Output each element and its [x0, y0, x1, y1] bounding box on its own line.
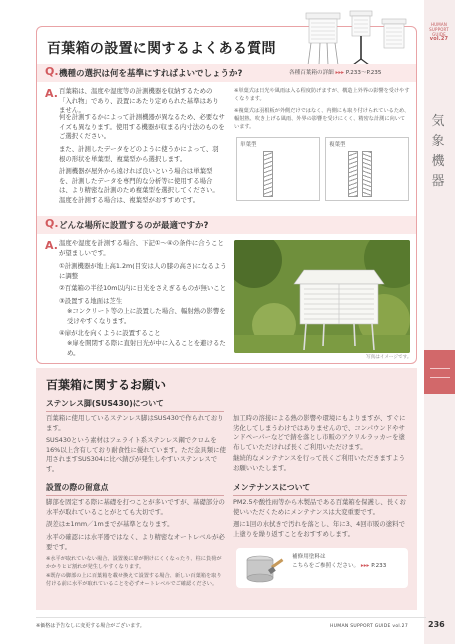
category-rail	[424, 0, 455, 644]
details-link-ref: P.233〜P.235	[345, 70, 382, 76]
paint-line-2-text: こちらをご参照ください。	[292, 563, 360, 569]
guide-name: HUMAN SUPPORT GUIDE vol.27	[330, 624, 409, 629]
stainless-heading: ステンレス脚(SUS430)について	[46, 398, 224, 412]
price-note: ※価格は予告なしに変更する場合がございます。	[36, 623, 145, 629]
answer-paragraph: 計測機器が屋外から遠ければ良いという場合は単葉型を、計測したデータを専門的な分析等に使用する場合は、より精密な計測のため複葉型を選択してください。温度を計測する場合は、複葉型がおすすめです。	[59, 167, 219, 204]
details-link[interactable]	[289, 68, 381, 76]
brand-vol: vol.27	[429, 36, 449, 42]
condition-note: ※扉を開閉する際に直射日光が中に入ることを避けるため。	[67, 339, 226, 357]
stainless-paragraph-right: 加工時の溶接による熱の影響や環境にもよりますが、すぐに劣化してしまうわけではありませんので、コンパウンドやサンドペーパーなどで錆を落とし市販のアクリルラッカーを塗布していただければ長くご利用いただけます。	[233, 414, 406, 451]
note: ※単葉式は日光や風雨は入る程度防げますが、構造上外界の影響を受けやすくなります。	[234, 88, 410, 102]
answer-mark: A.	[45, 87, 58, 100]
louver-icon	[348, 151, 358, 197]
louver-icon	[362, 151, 372, 197]
install-note: ※既存の脚部の上に百葉箱を載せ換えて設置する場合、新しい百葉箱を取り付ける前に水平が取れていることを必ずオートレベルでご確認ください。	[46, 573, 222, 587]
condition-item: ①計測機器が地上高1.2m(目安は人の膝の高さ)になるように調整	[59, 262, 227, 280]
shelter-photo	[234, 240, 410, 353]
photo-caption: 写真はイメージです。	[366, 355, 412, 360]
footer-rule	[36, 617, 426, 618]
double-louver-diagram	[325, 137, 409, 201]
install-note: ※水平が取れていない場合、設置後に扉が開けにくくなったり、柱に負荷がかかりヒビ割れが発生しやすくなります。	[46, 556, 222, 570]
louver-icon	[263, 151, 273, 197]
weather-shelter-image	[300, 7, 410, 67]
install-paragraph: 誤差は±1mm／1mまでが基準となります。	[46, 520, 174, 528]
paint-reference-box[interactable]	[236, 548, 408, 588]
condition-item: ③設置する地面は芝生	[59, 297, 123, 305]
install-heading: 設置の際の留意点	[46, 482, 224, 496]
answer-paragraph: 何を計測するかによって計測機器が異なるため、必要なサイズも異なります。使用する機器が収まる内寸法のものをご選択ください。	[59, 113, 225, 141]
category-char: 象	[431, 134, 445, 149]
paint-line-1: 補修用塗料は	[292, 554, 326, 560]
answer-paragraph: また、計測したデータをどのように使うかによって、羽根の形状を単葉型、複葉型から選択します。	[59, 145, 219, 163]
maintenance-paragraph: PM2.5や酸性雨等から木製品である百葉箱を保護し、長くお使いいただくためにメンテナンスは大変重要です。	[233, 498, 406, 516]
condition-item: ④扉が北を向くように設置すること	[59, 329, 161, 337]
answer-mark: A.	[45, 239, 58, 252]
question-mark: Q.	[45, 65, 59, 78]
faq-card	[36, 26, 417, 364]
note: ※複葉式は羽根板が外側だけではなく、内側にも取り付けられているため、輻射熱、吹き上げる風雨、外界の影響を受けにくく、精密な計測に向いています。	[234, 108, 410, 130]
paint-line-2	[292, 562, 386, 571]
faq-title: 百葉箱の設置に関するよくある質問	[47, 41, 276, 57]
paint-can-icon	[242, 552, 286, 584]
maintenance-paragraph: 週に1回の水拭きで汚れを落とし、年に3、4回市販の塗料で上塗りを繰り返すことをおすすめします。	[233, 520, 405, 538]
details-link-label: 各種百葉箱の詳細	[289, 70, 334, 76]
brand-mark	[425, 22, 453, 42]
stainless-paragraph: 百葉箱に使用しているステンレス脚はSUS430で作られております。	[46, 414, 224, 432]
brand-line-3: GUIDE	[432, 32, 446, 37]
single-louver-diagram	[236, 137, 320, 201]
install-paragraph: 水平の確認には水平器ではなく、より精密なオートレベルが必要です。	[46, 533, 225, 551]
question-mark: Q.	[45, 217, 59, 230]
request-title: 百葉箱に関するお願い	[46, 378, 167, 392]
brand-line-2: SUPPORT	[429, 27, 449, 32]
category-title	[429, 112, 447, 192]
answer-paragraph: 百葉箱は、温度や湿度等の計測機器を収納するための「入れ物」であり、設置にあたり定められた基準はありません。	[59, 87, 219, 115]
brand-line-1: HUMAN	[430, 22, 448, 27]
arrow-icon: ▸▸▸	[360, 563, 372, 569]
question-text: どんな場所に設置するのが最適ですか?	[59, 221, 209, 231]
paint-reference-text	[292, 553, 386, 571]
arrow-icon: ▸▸▸	[335, 70, 346, 76]
stainless-paragraph: SUS430という素材はフェライト系ステンレス鋼でクロムを16%以上含有しており耐食性に優れています。ただ金具類に使用されますSUS304に比べ錆びが発生しやすいステンレスです。	[46, 436, 226, 473]
stainless-paragraph-right: 継続的なメンテナンスを行って長くご利用いただきますようお願いいたします。	[233, 454, 406, 472]
category-char: 機	[431, 154, 445, 169]
condition-note: ※コンクリート等の上に設置した場合、輻射熱の影響を受けやすくなります。	[67, 307, 226, 325]
page-number: 236	[428, 620, 445, 629]
category-tab-index[interactable]	[424, 350, 455, 394]
paint-ref: P.233	[371, 563, 387, 569]
type-label: 単葉型	[240, 142, 257, 148]
maintenance-heading: メンテナンスについて	[233, 482, 407, 496]
faq-question-2	[37, 216, 416, 234]
category-char: 気	[431, 114, 445, 129]
answer-intro: 温度や湿度を計測する場合、下記①〜④の条件に合うことが望ましいです。	[59, 239, 224, 257]
request-section	[36, 368, 417, 610]
question-text: 機種の選択は何を基準にすればよいでしょうか?	[59, 69, 243, 79]
category-char: 器	[431, 174, 445, 189]
install-paragraph: 脚部を固定する際に基礎を打つことが多いですが、基礎部分の水平が取れていることがとても大切です。	[46, 498, 225, 516]
type-label: 複葉型	[329, 142, 346, 148]
condition-item: ②百葉箱の半径10m以内に日光をさえぎるものが無いこと	[59, 284, 227, 292]
